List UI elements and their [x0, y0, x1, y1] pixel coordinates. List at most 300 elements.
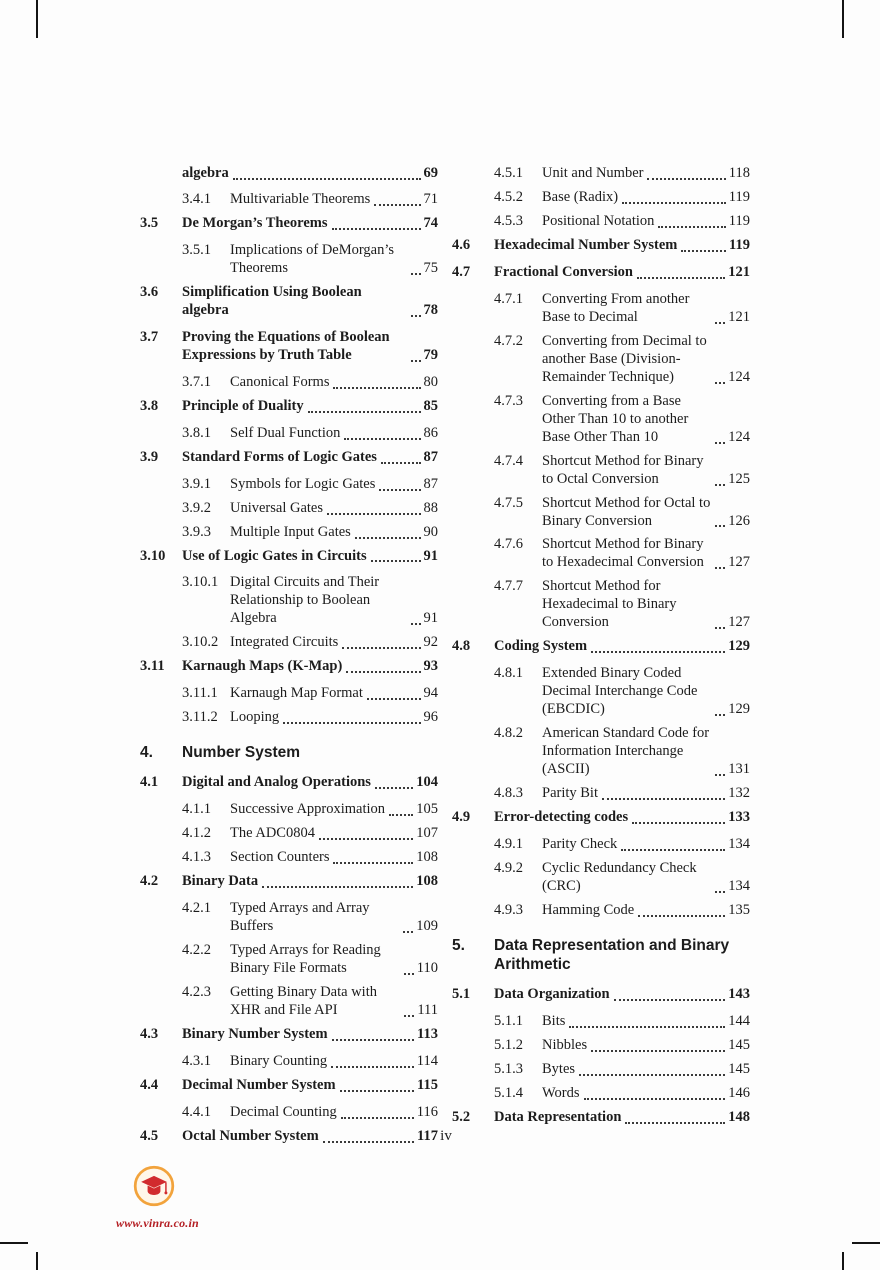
entry-title: Binary Data [182, 873, 259, 890]
entry-body [542, 333, 750, 387]
entry-page-number: 119 [728, 212, 750, 229]
entry-number: 4.7.6 [494, 536, 523, 553]
entry-title: Base (Radix) [542, 188, 619, 205]
dot-leader [340, 1090, 414, 1092]
dot-leader [632, 822, 725, 824]
entry-number: 4.8.2 [494, 725, 523, 742]
entry-title: Principle of Duality [182, 397, 304, 414]
toc-entry [452, 1013, 750, 1031]
entry-title: Words [542, 1085, 580, 1102]
entry-title: Successive Approximation [230, 801, 386, 818]
entry-body [230, 709, 438, 727]
entry-body [182, 1026, 438, 1044]
entry-title: Karnaugh Map Format [230, 685, 363, 702]
entry-title: Coding System [494, 638, 588, 655]
dot-leader [333, 387, 420, 389]
entry-title: Error-detecting codes [494, 809, 629, 826]
toc-entry [452, 578, 750, 632]
entry-page-number: 121 [728, 263, 750, 280]
entry-number: 4.5.1 [494, 165, 523, 181]
entry-title: Shortcut Method for Octal to Binary Conversion [542, 494, 711, 529]
toc-entry [452, 333, 750, 387]
entry-page-number: 87 [423, 448, 438, 465]
entry-title: Canonical Forms [230, 373, 330, 390]
entry-title: American Standard Code for Information Interchange (ASCII) [542, 725, 710, 778]
entry-body [542, 578, 750, 632]
entry-page-number: 78 [423, 301, 438, 318]
entry-body [230, 634, 438, 652]
dot-leader [569, 1026, 725, 1028]
dot-leader [715, 442, 725, 444]
entry-number: 4.5.2 [494, 188, 523, 205]
dot-leader [262, 886, 413, 888]
toc-entry [140, 709, 438, 727]
entry-page-number: 104 [416, 774, 438, 791]
entry-body [230, 942, 438, 978]
dot-leader [375, 787, 413, 789]
entry-page-number: 74 [423, 214, 438, 231]
entry-body [182, 215, 438, 233]
entry-body [542, 725, 750, 779]
dot-leader [371, 560, 421, 562]
entry-body [230, 849, 438, 867]
entry-body [230, 500, 438, 518]
toc-entry [140, 425, 438, 443]
toc-entry [452, 725, 750, 779]
entry-page-number: 143 [728, 986, 750, 1003]
entry-title: Implications of DeMorgan’s Theorems [230, 241, 395, 276]
entry-body [230, 801, 438, 819]
crop-mark-bottom-right [852, 1242, 880, 1244]
entry-number: 5. [452, 936, 465, 954]
graduation-cap-logo-icon [132, 1164, 176, 1213]
entry-number: 3.11.1 [182, 685, 218, 702]
dot-leader [715, 382, 725, 384]
entry-body [494, 1109, 750, 1127]
dot-leader [355, 537, 421, 539]
entry-number: 3.9 [140, 448, 159, 465]
entry-number: 4.2.2 [182, 942, 211, 959]
entry-body [542, 665, 750, 719]
entry-body [494, 237, 750, 255]
entry-number: 4.8.1 [494, 665, 523, 682]
dot-leader [333, 862, 413, 864]
entry-number: 4.2 [140, 873, 159, 890]
entry-title: Data Representation and Binary Arithmetic [494, 936, 730, 974]
entry-page-number: 124 [728, 428, 750, 445]
entry-number: 3.4.1 [182, 190, 211, 207]
entry-number: 4.7.3 [494, 392, 523, 409]
entry-page-number: 111 [417, 1002, 438, 1019]
entry-title: De Morgan’s Theorems [182, 214, 328, 231]
entry-body [542, 495, 750, 531]
dot-leader [584, 1098, 726, 1100]
entry-number: 5.1.3 [494, 1061, 523, 1078]
entry-title: Universal Gates [230, 499, 324, 516]
entry-number: 3.6 [140, 283, 159, 300]
toc-entry [140, 1104, 438, 1122]
toc-chapter-heading [452, 936, 750, 974]
entry-title: Bytes [542, 1061, 576, 1078]
entry-title: Parity Check [542, 836, 618, 853]
dot-leader [283, 722, 420, 724]
entry-page-number: 105 [416, 801, 438, 818]
entry-page-number: 129 [728, 638, 750, 655]
entry-number: 4.1.3 [182, 849, 211, 866]
entry-number: 5.1 [452, 986, 471, 1003]
entry-page-number: 133 [728, 809, 750, 826]
dot-leader [346, 671, 420, 673]
entry-title: Looping [230, 709, 280, 726]
entry-title: Hexadecimal Number System [494, 236, 678, 253]
page-number: iv [440, 1128, 452, 1144]
entry-page-number: 115 [417, 1077, 438, 1094]
entry-title: Digital Circuits and Their Relationship to Boolean Algebra [230, 574, 380, 627]
toc-entry [452, 453, 750, 489]
entry-body [542, 393, 750, 447]
toc-entry [140, 900, 438, 936]
toc-entry [452, 902, 750, 920]
entry-page-number: 79 [423, 346, 438, 363]
entry-number: 4.8.3 [494, 785, 523, 802]
entry-page-number: 91 [423, 547, 438, 564]
entry-page-number: 134 [728, 836, 750, 853]
dot-leader [715, 484, 725, 486]
dot-leader [367, 698, 421, 700]
entry-page-number: 107 [416, 825, 438, 842]
entry-body [182, 398, 438, 416]
entry-number: 3.11 [140, 658, 165, 675]
entry-number: 3.5.1 [182, 241, 211, 258]
entry-title: Number System [182, 744, 301, 762]
toc-entry [452, 836, 750, 854]
entry-body [542, 165, 750, 183]
entry-number: 5.1.4 [494, 1085, 523, 1102]
entry-body [542, 213, 750, 231]
entry-number: 4.2.1 [182, 900, 211, 917]
toc-entry [140, 284, 438, 320]
entry-body [542, 189, 750, 207]
entry-number: 4.7.4 [494, 452, 523, 469]
toc-entry [452, 1085, 750, 1103]
entry-number: 5.1.1 [494, 1013, 523, 1030]
toc-entry [452, 495, 750, 531]
entry-page-number: 146 [728, 1085, 750, 1102]
dot-leader [591, 651, 725, 653]
entry-body [230, 574, 438, 628]
entry-page-number: 118 [728, 165, 750, 181]
entry-number: 4.7.1 [494, 290, 523, 307]
entry-number: 4.7.2 [494, 332, 523, 349]
dot-leader [602, 798, 725, 800]
entry-number: 3.9.2 [182, 499, 211, 516]
entry-body [542, 1013, 750, 1031]
entry-page-number: 113 [417, 1026, 438, 1043]
entry-number: 4.1.1 [182, 801, 211, 818]
entry-title: Cyclic Redundancy Check (CRC) [542, 860, 697, 894]
entry-title: Positional Notation [542, 212, 655, 229]
entry-body [494, 936, 750, 974]
entry-number: 3.10.1 [182, 574, 219, 591]
entry-number: 3.7 [140, 328, 159, 345]
entry-body [230, 685, 438, 703]
toc-entry [140, 873, 438, 891]
entry-body [182, 774, 438, 792]
toc-entry [452, 165, 750, 183]
dot-leader [404, 1015, 414, 1017]
entry-title: Karnaugh Maps (K-Map) [182, 658, 343, 675]
toc-entry [140, 165, 438, 183]
entry-number: 4.8 [452, 638, 471, 655]
toc-entry [140, 329, 438, 365]
dot-leader [715, 891, 725, 893]
entry-page-number: 91 [423, 610, 438, 627]
dot-leader [658, 226, 725, 228]
entry-title: Use of Logic Gates in Circuits [182, 547, 367, 564]
toc-entry [140, 374, 438, 392]
toc-entry [140, 500, 438, 518]
entry-page-number: 92 [423, 634, 438, 651]
entry-number: 3.11.2 [182, 709, 218, 726]
entry-title: Symbols for Logic Gates [230, 475, 376, 492]
entry-title: Bits [542, 1013, 566, 1030]
toc-entry [140, 658, 438, 676]
entry-body [182, 873, 438, 891]
entry-body [542, 536, 750, 572]
entry-body [230, 425, 438, 443]
crop-mark-bottom-left-tick [36, 1252, 38, 1270]
entry-body [182, 743, 438, 762]
entry-title: algebra [182, 165, 229, 181]
dot-leader [381, 462, 421, 464]
entry-body [182, 329, 438, 365]
dot-leader [715, 567, 725, 569]
entry-number: 4.7 [452, 263, 471, 280]
entry-title: Unit and Number [542, 165, 644, 181]
toc-entry [140, 774, 438, 792]
entry-body [182, 548, 438, 566]
toc-entry [452, 860, 750, 896]
entry-number: 4.4.1 [182, 1104, 211, 1121]
toc-entry [452, 264, 750, 282]
entry-title: Decimal Counting [230, 1104, 337, 1121]
entry-page-number: 124 [728, 368, 750, 385]
toc-entry [140, 548, 438, 566]
dot-leader [374, 204, 420, 206]
entry-page-number: 125 [728, 470, 750, 487]
entry-title: Multiple Input Gates [230, 523, 351, 540]
entry-body [542, 785, 750, 803]
entry-body [230, 191, 438, 209]
entry-number: 4.1 [140, 774, 159, 791]
entry-page-number: 96 [423, 709, 438, 726]
dot-leader [344, 438, 420, 440]
entry-page-number: 119 [728, 188, 750, 205]
entry-number: 3.9.3 [182, 523, 211, 540]
entry-title: Section Counters [230, 849, 330, 866]
entry-page-number: 117 [417, 1128, 438, 1144]
entry-title: Extended Binary Coded Decimal Interchange Code (EBCDIC) [542, 665, 698, 718]
entry-title: Data Representation [494, 1109, 622, 1126]
entry-title: Standard Forms of Logic Gates [182, 448, 377, 465]
entry-page-number: 119 [729, 236, 750, 253]
toc-entry [140, 574, 438, 628]
toc-entry [452, 638, 750, 656]
entry-body [182, 658, 438, 676]
dot-leader [308, 411, 421, 413]
entry-page-number: 145 [728, 1037, 750, 1054]
dot-leader [637, 277, 725, 279]
dot-leader [591, 1050, 725, 1052]
toc-entry [140, 215, 438, 233]
entry-body [182, 1077, 438, 1095]
toc-entry [140, 476, 438, 494]
entry-page-number: 114 [416, 1053, 438, 1070]
entry-number: 4.7.7 [494, 578, 523, 595]
entry-number: 4.9.2 [494, 860, 523, 876]
entry-number: 5.1.2 [494, 1037, 523, 1054]
toc-entry [140, 1077, 438, 1095]
entry-body [494, 638, 750, 656]
entry-body [494, 264, 750, 282]
entry-body [230, 825, 438, 843]
entry-page-number: 90 [423, 523, 438, 540]
entry-page-number: 80 [423, 373, 438, 390]
toc-entry [140, 191, 438, 209]
entry-page-number: 71 [423, 190, 438, 207]
dot-leader [411, 273, 421, 275]
entry-number: 4.7.5 [494, 494, 523, 511]
entry-page-number: 121 [728, 308, 750, 325]
entry-page-number: 127 [728, 614, 750, 631]
entry-body [542, 836, 750, 854]
entry-page-number: 127 [728, 554, 750, 571]
entry-body [542, 902, 750, 920]
toc-entry [452, 665, 750, 719]
entry-title: Multivariable Theorems [230, 190, 371, 207]
dot-leader [715, 774, 725, 776]
entry-number: 4.1.2 [182, 825, 211, 842]
entry-title: Data Organization [494, 986, 610, 1003]
toc-chapter-heading [140, 743, 438, 762]
entry-body [542, 291, 750, 327]
entry-page-number: 108 [416, 873, 438, 890]
toc-entry [140, 849, 438, 867]
entry-title: Octal Number System [182, 1128, 319, 1144]
entry-number: 4.5 [140, 1128, 159, 1144]
toc-entry [140, 449, 438, 467]
dot-leader [332, 1039, 415, 1041]
crop-mark-bottom-right-tick [842, 1252, 844, 1270]
dot-leader [715, 627, 725, 629]
entry-body [182, 449, 438, 467]
entry-title: The ADC0804 [230, 825, 315, 842]
entry-title: Proving the Equations of Boolean Expressions by Truth Table [182, 328, 390, 363]
toc-entry [140, 398, 438, 416]
dot-leader [647, 178, 725, 180]
entry-title: Getting Binary Data with XHR and File API [230, 984, 377, 1019]
entry-title: Hamming Code [542, 901, 635, 918]
entry-page-number: 75 [423, 259, 438, 276]
toc-entry [140, 1053, 438, 1071]
entry-title: Binary Number System [182, 1026, 328, 1043]
toc-entry [140, 942, 438, 978]
toc-entry [452, 809, 750, 827]
dot-leader [403, 931, 413, 933]
crop-mark-top-left [36, 0, 38, 38]
toc-entry [140, 984, 438, 1020]
entry-number: 3.9.1 [182, 475, 211, 492]
entry-body [230, 524, 438, 542]
entry-page-number: 148 [728, 1109, 750, 1126]
toc-entry [140, 524, 438, 542]
entry-number: 3.10.2 [182, 634, 219, 651]
dot-leader [342, 647, 420, 649]
entry-page-number: 132 [728, 785, 750, 802]
entry-page-number: 87 [423, 475, 438, 492]
dot-leader [379, 489, 420, 491]
toc-column-left [140, 165, 438, 1155]
entry-body [494, 986, 750, 1004]
toc-entry [140, 242, 438, 278]
entry-title: Typed Arrays and Array Buffers [230, 900, 370, 935]
entry-page-number: 109 [416, 918, 438, 935]
publisher-url: www.vinra.co.in [116, 1216, 199, 1230]
toc-column-right [452, 165, 750, 1136]
dot-leader [621, 849, 725, 851]
toc-entry [452, 213, 750, 231]
dot-leader [715, 714, 725, 716]
entry-number: 3.5 [140, 214, 159, 231]
entry-title: Integrated Circuits [230, 634, 339, 651]
entry-page-number: 94 [423, 685, 438, 702]
entry-title: Parity Bit [542, 785, 598, 802]
entry-page-number: 135 [728, 901, 750, 918]
dot-leader [715, 322, 725, 324]
entry-number: 4.3.1 [182, 1053, 211, 1070]
entry-title: Shortcut Method for Hexadecimal to Binary Conversion [542, 578, 677, 631]
entry-page-number: 116 [416, 1104, 438, 1121]
entry-page-number: 108 [416, 849, 438, 866]
entry-number: 4.9.3 [494, 901, 523, 918]
dot-leader [625, 1122, 725, 1124]
entry-page-number: 86 [423, 424, 438, 441]
entry-body [542, 453, 750, 489]
dot-leader [579, 1074, 725, 1076]
entry-page-number: 88 [423, 499, 438, 516]
entry-title: Converting From another Base to Decimal [542, 290, 690, 325]
entry-body [542, 1037, 750, 1055]
dot-leader [411, 623, 421, 625]
entry-number: 3.10 [140, 547, 166, 564]
entry-title: Converting from Decimal to another Base (Division-Remainder Technique) [542, 332, 707, 385]
entry-body [230, 984, 438, 1020]
dot-leader [389, 814, 413, 816]
entry-title: Nibbles [542, 1037, 588, 1054]
dot-leader [327, 513, 420, 515]
dot-leader [622, 202, 726, 204]
entry-page-number: 85 [423, 397, 438, 414]
entry-title: Typed Arrays for Reading Binary File Formats [230, 942, 381, 977]
entry-page-number: 129 [728, 701, 750, 718]
entry-body [230, 374, 438, 392]
entry-number: 4.5.3 [494, 212, 523, 229]
entry-number: 3.7.1 [182, 373, 211, 390]
entry-page-number: 69 [423, 165, 438, 181]
entry-title: Digital and Analog Operations [182, 774, 371, 791]
dot-leader [331, 1066, 414, 1068]
entry-page-number: 131 [728, 761, 750, 778]
